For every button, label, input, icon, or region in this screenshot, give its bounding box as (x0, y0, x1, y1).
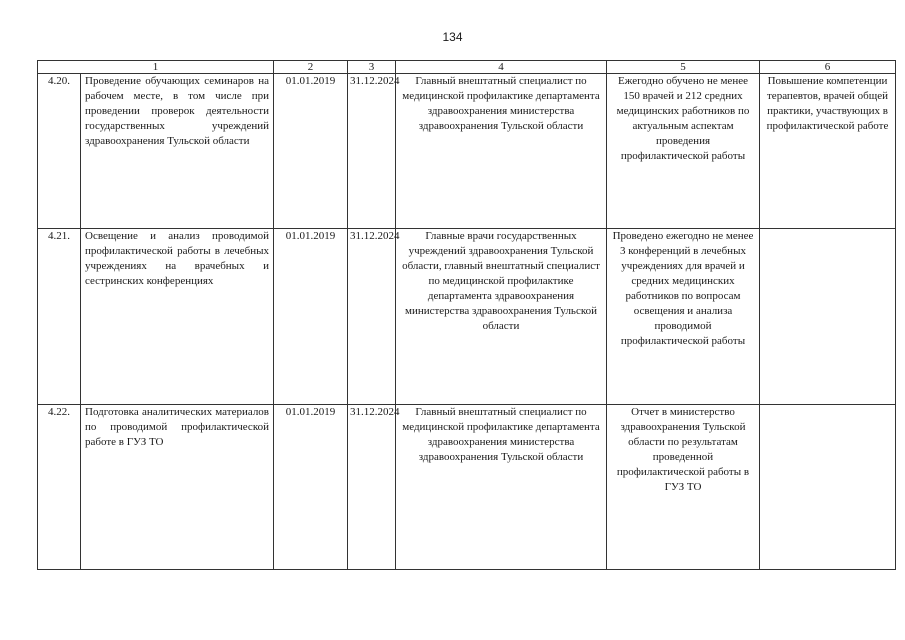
end-date: 31.12.2024 (348, 229, 396, 405)
activity-name: Проведение обучающих семинаров на рабочем месте, в том числе при проведении проверок деятельности государственных учреждений здравоохранения Тульской области (81, 74, 274, 229)
column-header-1: 1 (38, 61, 274, 74)
expected-result (760, 405, 896, 570)
end-date: 31.12.2024 (348, 405, 396, 570)
row-number: 4.20. (38, 74, 81, 229)
start-date: 01.01.2019 (274, 229, 348, 405)
row-number: 4.22. (38, 405, 81, 570)
table-row (38, 229, 896, 405)
column-header-3: 3 (348, 61, 396, 74)
column-header-4: 4 (396, 61, 607, 74)
column-header-6: 6 (760, 61, 896, 74)
responsible-party: Главный внештатный специалист по медицинской профилактике департамента здравоохранения министерства здравоохранения Тульской области (396, 74, 607, 229)
start-date: 01.01.2019 (274, 405, 348, 570)
page-number: 134 (442, 30, 463, 44)
target-indicator: Отчет в министерство здравоохранения Тульской области по результатам проведенной профилактической работы в ГУЗ ТО (607, 405, 760, 570)
column-header-2: 2 (274, 61, 348, 74)
activity-name: Подготовка аналитических материалов по проводимой профилактической работе в ГУЗ ТО (81, 405, 274, 570)
activity-name: Освещение и анализ проводимой профилактической работы в лечебных учреждениях на врачебных и сестринских конференциях (81, 229, 274, 405)
row-number: 4.21. (38, 229, 81, 405)
table-row (38, 405, 896, 570)
end-date: 31.12.2024 (348, 74, 396, 229)
table-header-row (38, 61, 896, 74)
expected-result (760, 229, 896, 405)
expected-result: Повышение компетенции терапевтов, врачей общей практики, участвующих в профилактической работе (760, 74, 896, 229)
responsible-party: Главные врачи государственных учреждений здравоохранения Тульской области, главный внештатный специалист по медицинской профилактике департамента здравоохранения министерства здравоохранения Тульской области (396, 229, 607, 405)
activities-table (37, 60, 896, 570)
column-header-5: 5 (607, 61, 760, 74)
start-date: 01.01.2019 (274, 74, 348, 229)
target-indicator: Проведено ежегодно не менее 3 конференций в лечебных учреждениях для врачей и средних медицинских работников по вопросам освещения и анализа проводимой профилактической работы (607, 229, 760, 405)
responsible-party: Главный внештатный специалист по медицинской профилактике департамента здравоохранения министерства здравоохранения Тульской области (396, 405, 607, 570)
target-indicator: Ежегодно обучено не менее 150 врачей и 212 средних медицинских работников по актуальным аспектам проведения профилактической работы (607, 74, 760, 229)
table-row (38, 74, 896, 229)
